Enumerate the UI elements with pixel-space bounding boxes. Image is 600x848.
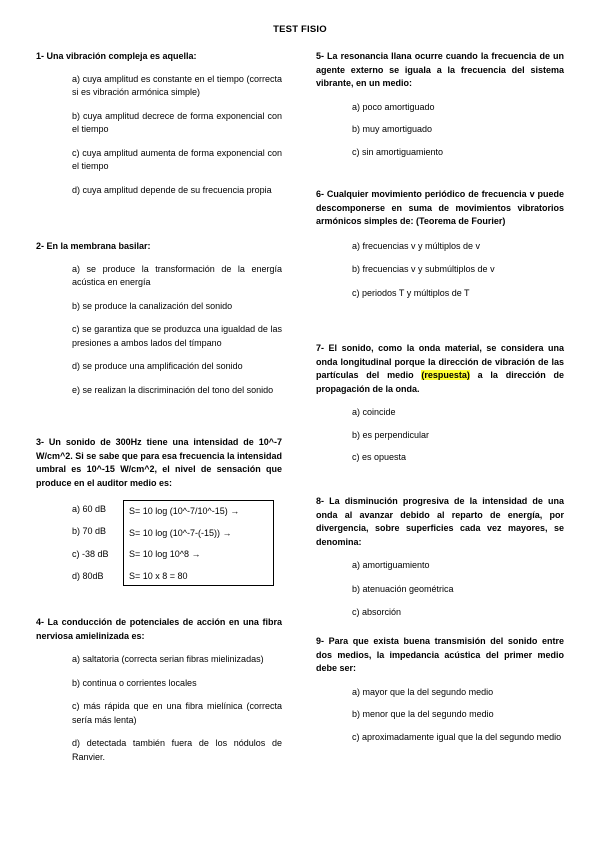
question-3-option-a: a) 60 dB bbox=[72, 504, 107, 514]
question-7-prompt-start: 7- El sonido, como la onda material, se considera una onda longitudinal porque la dirección de vibración de las partículas del medio bbox=[316, 343, 564, 380]
question-6-option-a: a) frecuencias v y múltiplos de v bbox=[352, 240, 481, 251]
question-1-option-a: a) cuya amplitud es constante en el tiempo (correcta si es vibración armónica simple) bbox=[72, 73, 282, 97]
question-9 bbox=[316, 635, 564, 744]
question-7-prompt bbox=[316, 342, 564, 396]
question-4-option-c: c) más rápida que en una fibra mielínica (correcta sería más lenta) bbox=[72, 701, 282, 725]
question-5-option-c: c) sin amortiguamiento bbox=[352, 146, 444, 157]
calculation-step-1: S= 10 log (10^-7/10^-15) → bbox=[129, 506, 240, 516]
question-3-option-b: b) 70 dB bbox=[72, 526, 107, 536]
question-3 bbox=[36, 436, 282, 581]
question-3-prompt: 3- Un sonido de 300Hz tiene una intensidad de 10^-7 W/cm^2. Si se sabe que para esa frecuencia la intensidad umbral es 10^-15 W/cm^2, el nivel de sensación que produce en el auditor medio es: bbox=[36, 437, 282, 488]
question-2-option-a: a) se produce la transformación de la energía acústica en energía bbox=[72, 263, 282, 287]
question-8-prompt: 8- La disminución progresiva de la intensidad de una onda al avanzar debido al reparto de energía, por divergencia, sobre superficies cada vez mayores, se denomina: bbox=[316, 496, 564, 547]
question-4-prompt: 4- La conducción de potenciales de acción en una fibra nerviosa amielinizada es: bbox=[36, 617, 282, 641]
question-5-prompt: 5- La resonancia llana ocurre cuando la frecuencia de un agente externo se iguala a la frecuencia del sistema vibrante, en un medio: bbox=[316, 51, 564, 88]
question-2-prompt: 2- En la membrana basilar: bbox=[36, 241, 151, 251]
question-3-option-d: d) 80dB bbox=[72, 571, 104, 581]
question-1-option-d: d) cuya amplitud depende de su frecuencia propia bbox=[72, 184, 272, 195]
question-6-option-b: b) frecuencias v y submúltiplos de v bbox=[352, 264, 495, 274]
calculation-box bbox=[123, 500, 274, 586]
question-8 bbox=[316, 495, 564, 620]
question-4 bbox=[36, 616, 282, 764]
question-4-option-d: d) detectada también fuera de los nódulos de Ranvier. bbox=[72, 738, 282, 762]
question-9-option-b: b) menor que la del segundo medio bbox=[352, 709, 494, 719]
calculation-step-3: S= 10 log 10^8 → bbox=[129, 549, 201, 559]
question-2-option-c: c) se garantiza que se produzca una igualdad de las presiones a ambos lados del tímpano bbox=[72, 324, 282, 348]
question-7-option-c: c) es opuesta bbox=[352, 452, 407, 462]
question-1-option-b: b) cuya amplitud decrece de forma exponencial con el tiempo bbox=[72, 110, 282, 134]
question-4-option-a: a) saltatoria (correcta serian fibras mielinizadas) bbox=[72, 654, 264, 664]
question-8-option-b: b) atenuación geométrica bbox=[352, 583, 454, 594]
calculation-step-2: S= 10 log (10^-7-(-15)) → bbox=[129, 527, 232, 538]
question-1-prompt: 1- Una vibración compleja es aquella: bbox=[36, 51, 197, 61]
question-3-option-c: c) -38 dB bbox=[72, 549, 109, 559]
question-7-prompt-end: a la dirección de propagación de la onda. bbox=[316, 370, 565, 394]
question-5-option-a: a) poco amortiguado bbox=[352, 101, 435, 112]
question-5-option-b: b) muy amortiguado bbox=[352, 124, 433, 134]
question-9-option-c: c) aproximadamente igual que la del segundo medio bbox=[352, 731, 562, 742]
question-1-option-c: c) cuya amplitud aumenta de forma exponencial con el tiempo bbox=[72, 147, 282, 171]
question-7 bbox=[316, 342, 564, 465]
question-6-prompt: 6- Cualquier movimiento periódico de frecuencia v puede descomponerse en suma de movimientos vibratorios armónicos simples de: (Teorema de Fourier) bbox=[316, 189, 564, 226]
question-5 bbox=[316, 50, 564, 159]
question-9-option-a: a) mayor que la del segundo medio bbox=[352, 686, 494, 697]
question-2-option-b: b) se produce la canalización del sonido bbox=[72, 300, 233, 311]
question-6 bbox=[316, 188, 564, 300]
question-7-option-b: b) es perpendicular bbox=[352, 429, 430, 440]
question-4-option-b: b) continua o corrientes locales bbox=[72, 677, 197, 688]
page-title: TEST FISIO bbox=[273, 24, 327, 35]
question-1 bbox=[36, 50, 282, 197]
question-8-option-c: c) absorción bbox=[352, 607, 402, 617]
question-7-option-a: a) coincide bbox=[352, 407, 396, 417]
question-2-option-d: d) se produce una amplificación del sonido bbox=[72, 361, 243, 371]
question-2 bbox=[36, 240, 282, 397]
question-9-prompt: 9- Para que exista buena transmisión del sonido entre dos medios, la impedancia acústica del primer medio debe ser: bbox=[316, 636, 564, 673]
calculation-step-4: S= 10 x 8 = 80 bbox=[129, 570, 188, 581]
question-2-option-e: e) se realizan la discriminación del tono del sonido bbox=[72, 384, 274, 395]
question-8-option-a: a) amortiguamiento bbox=[352, 560, 430, 570]
answer-placeholder-highlight: (respuesta) bbox=[421, 370, 470, 380]
question-6-option-c: c) periodos T y múltiplos de T bbox=[352, 287, 470, 298]
